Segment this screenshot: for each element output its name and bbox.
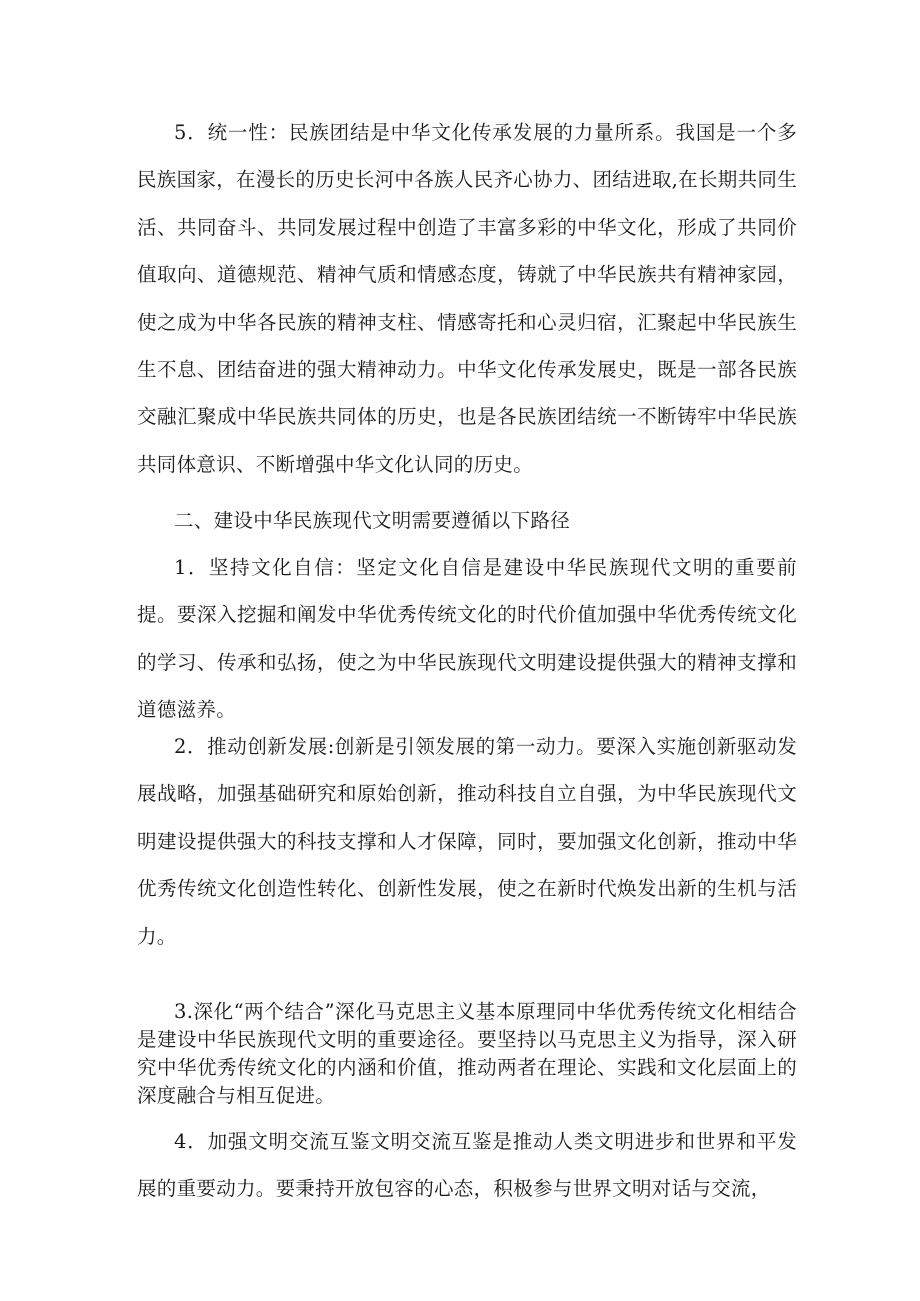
section-heading: 二、建设中华民族现代文明需要遵循以下路径 bbox=[174, 509, 571, 532]
paragraph-path-1: 1．坚持文化自信：坚定文化自信是建设中华民族现代文明的重要前提。要深入挖掘和阐发中华优秀传统文化的时代价值加强中华优秀传统文化的学习、传承和弘扬，使之为中华民族现代文明建设提供强大的精神支撑和道德滋养。 bbox=[137, 556, 797, 722]
paragraph-path-3: 3.深化“两个结合”深化马克思主义基本原理同中华优秀传统文化相结合是建设中华民族现代文明的重要途径。要坚持以马克思主义为指导，深入研究中华优秀传统文化的内涵和价值，推动两者在理论、实践和文化层面上的深度融合与相互促进。 bbox=[137, 1000, 797, 1107]
paragraph-path-2: 2．推动创新发展:创新是引领发展的第一动力。要深入实施创新驱动发展战略，加强基础研究和原始创新，推动科技自立自强，为中华民族现代文明建设提供强大的科技支撑和人才保障，同时，要加强文化创新，推动中华优秀传统文化创造性转化、创新性发展，使之在新时代焕发出新的生机与活力。 bbox=[137, 735, 797, 948]
paragraph-unity: 5．统一性：民族团结是中华文化传承发展的力量所系。我国是一个多民族国家，在漫长的历史长河中各族人民齐心协力、团结进取,在长期共同生活、共同奋斗、共同发展过程中创造了丰富多彩的中华文化，形成了共同价值取向、道德规范、精神气质和情感态度，铸就了中华民族共有精神家园，使之成为中华各民族的精神支柱、情感寄托和心灵归宿，汇聚起中华民族生生不息、团结奋进的强大精神动力。中华文化传承发展史，既是一部各民族交融汇聚成中华民族共同体的历史，也是各民族团结统一不断铸牢中华民族共同体意识、不断增强中华文化认同的历史。 bbox=[137, 121, 797, 476]
paragraph-path-4: 4．加强文明交流互鉴文明交流互鉴是推动人类文明进步和世界和平发展的重要动力。要秉持开放包容的心态，积极参与世界文明对话与交流， bbox=[137, 1130, 797, 1201]
